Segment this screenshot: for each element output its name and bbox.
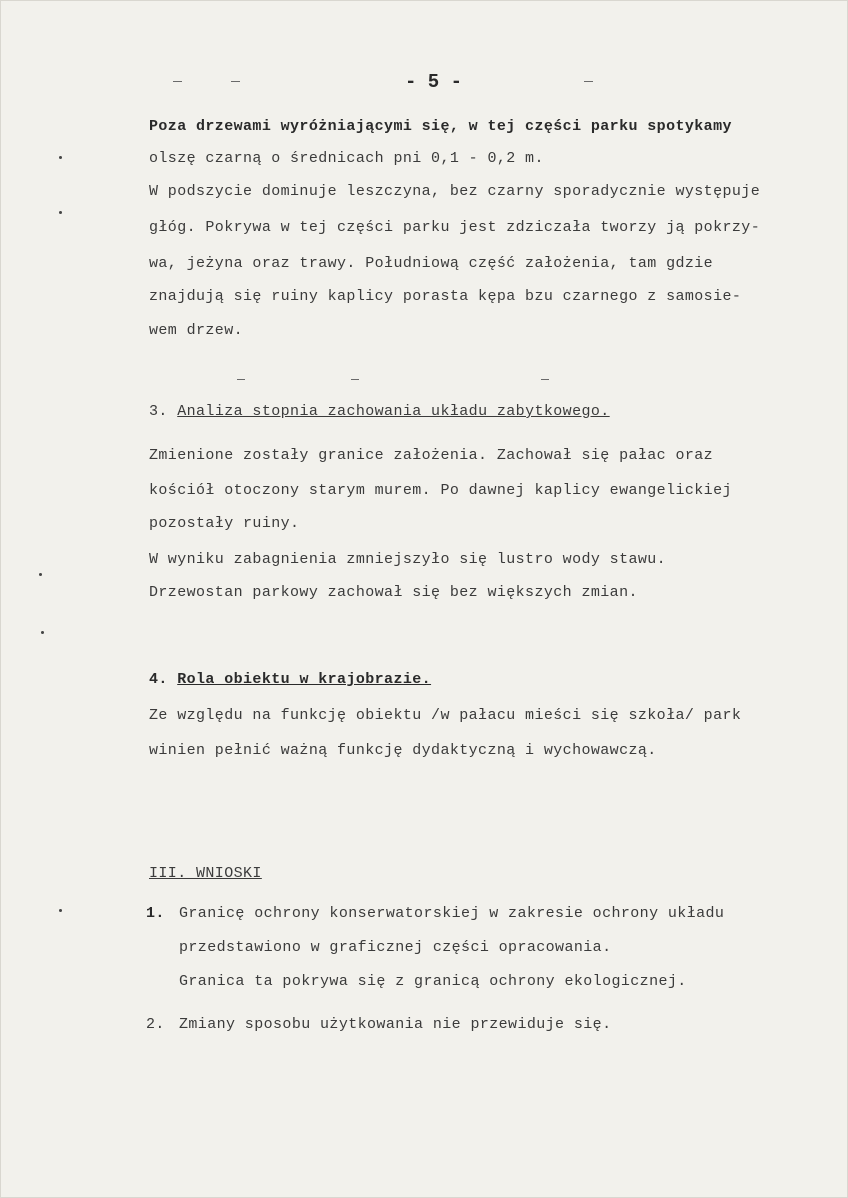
paragraph-line: W podszycie dominuje leszczyna, bez czarny sporadycznie występuje: [149, 183, 761, 200]
list-item-line: Granica ta pokrywa się z granicą ochrony ekologicznej.: [179, 973, 687, 990]
scan-dot: [41, 631, 44, 634]
section-heading: [149, 403, 610, 421]
scan-dot: [59, 156, 62, 159]
scan-dot: [59, 211, 62, 214]
section-title: Rola obiektu w krajobrazie.: [177, 671, 432, 688]
section-number: 3.: [149, 403, 168, 420]
list-number: 2.: [146, 1016, 165, 1033]
paragraph-line: głóg. Pokrywa w tej części parku jest zdziczała tworzy ją pokrzy-: [149, 219, 761, 236]
paragraph-line: znajdują się ruiny kaplicy porasta kępa bzu czarnego z samosie-: [149, 288, 742, 305]
paragraph-line: Zmienione zostały granice założenia. Zachował się pałac oraz: [149, 447, 714, 464]
scan-dot: [59, 909, 62, 912]
paragraph-line: W wyniku zabagnienia zmniejszyło się lustro wody stawu.: [149, 551, 667, 568]
paragraph-line: Ze względu na funkcję obiektu /w pałacu mieści się szkoła/ park: [149, 707, 742, 724]
paragraph-line: olszę czarną o średnicach pni 0,1 - 0,2 m.: [149, 150, 544, 167]
list-number: 1.: [146, 905, 165, 922]
conclusions-heading: III. WNIOSKI: [149, 865, 262, 882]
scan-mark: [541, 379, 549, 380]
scan-mark: [351, 379, 359, 380]
paragraph-line: Poza drzewami wyróżniającymi się, w tej części parku spotykamy: [149, 118, 732, 135]
paragraph-line: pozostały ruiny.: [149, 515, 300, 532]
page-number: - 5 -: [405, 71, 463, 93]
scan-mark: [231, 81, 240, 82]
scan-mark: [584, 81, 593, 82]
section-heading: [149, 671, 431, 689]
list-item-line: Zmiany sposobu użytkowania nie przewiduje się.: [179, 1016, 612, 1033]
scan-mark: [237, 379, 245, 380]
scan-dot: [39, 573, 42, 576]
list-item-line: Granicę ochrony konserwatorskiej w zakresie ochrony układu: [179, 905, 725, 922]
paragraph-line: kościół otoczony starym murem. Po dawnej kaplicy ewangelickiej: [149, 482, 732, 499]
section-number: 4.: [149, 671, 168, 688]
scan-mark: [173, 81, 182, 82]
paragraph-line: Drzewostan parkowy zachował się bez większych zmian.: [149, 584, 638, 601]
paragraph-line: winien pełnić ważną funkcję dydaktyczną i wychowawczą.: [149, 742, 657, 759]
section-title: Analiza stopnia zachowania układu zabytkowego.: [177, 403, 610, 420]
paragraph-line: wem drzew.: [149, 322, 244, 339]
list-item-line: przedstawiono w graficznej części opracowania.: [179, 939, 612, 956]
paragraph-line: wa, jeżyna oraz trawy. Południową część założenia, tam gdzie: [149, 255, 714, 272]
